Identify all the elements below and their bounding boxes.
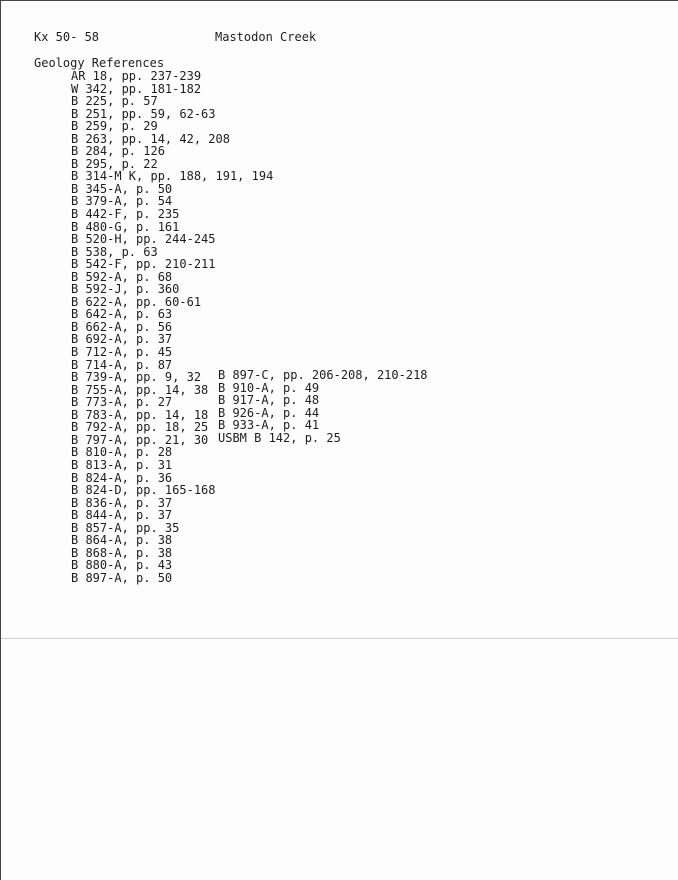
reference-entry: B 442-F, p. 235 — [71, 207, 180, 222]
reference-entry: B 792-A, pp. 18, 25 — [71, 420, 209, 435]
reference-entry: B 284, p. 126 — [71, 144, 165, 159]
card-id: Kx 50- 58 — [34, 30, 100, 44]
reference-entry: B 263, pp. 14, 42, 208 — [71, 131, 230, 146]
reference-entry: B 622-A, pp. 60-61 — [71, 294, 202, 309]
reference-entry: B 739-A, pp. 9, 32 — [71, 370, 202, 385]
reference-entry: B 783-A, pp. 14, 18 — [71, 407, 209, 422]
card-title: Mastodon Creek — [215, 30, 317, 44]
reference-entry: B 755-A, pp. 14, 38 — [71, 382, 209, 397]
reference-entry: B 844-A, p. 37 — [71, 508, 173, 523]
divider-line — [1, 638, 678, 639]
reference-entry: B 520-H, pp. 244-245 — [71, 232, 216, 247]
reference-entry: B 642-A, p. 63 — [71, 307, 173, 322]
reference-entry: B 592-J, p. 360 — [71, 282, 180, 297]
reference-entry: B 712-A, p. 45 — [71, 345, 173, 360]
reference-entry: B 314-M K, pp. 188, 191, 194 — [71, 169, 274, 184]
reference-entry: B 868-A, p. 38 — [71, 545, 173, 560]
reference-entry: B 379-A, p. 54 — [71, 194, 173, 209]
reference-entry: B 295, p. 22 — [71, 156, 158, 171]
reference-entry: B 864-A, p. 38 — [71, 533, 173, 548]
reference-entry: USBM B 142, p. 25 — [218, 430, 341, 445]
reference-entry: W 342, pp. 181-182 — [71, 81, 202, 96]
reference-entry: B 542-F, pp. 210-211 — [71, 257, 216, 272]
reference-entry: B 933-A, p. 41 — [218, 418, 320, 433]
references-right-column — [218, 369, 428, 444]
reference-entry: B 810-A, p. 28 — [71, 445, 173, 460]
reference-entry: B 824-D, pp. 165-168 — [71, 483, 216, 498]
reference-entry: B 538, p. 63 — [71, 244, 158, 259]
reference-entry: B 692-A, p. 37 — [71, 332, 173, 347]
reference-entry: B 480-G, p. 161 — [71, 219, 180, 234]
reference-entry: B 225, p. 57 — [71, 94, 158, 109]
references-left-column — [71, 70, 273, 584]
reference-entry: B 714-A, p. 87 — [71, 357, 173, 372]
reference-entry: AR 18, pp. 237-239 — [71, 69, 202, 83]
reference-entry: B 592-A, p. 68 — [71, 269, 173, 284]
reference-entry: B 797-A, pp. 21, 30 — [71, 432, 209, 447]
reference-entry: B 880-A, p. 43 — [71, 558, 173, 573]
reference-entry: B 857-A, pp. 35 — [71, 520, 180, 535]
reference-entry: B 917-A, p. 48 — [218, 393, 320, 408]
section-title: Geology References — [34, 56, 165, 70]
reference-entry: B 926-A, p. 44 — [218, 405, 320, 420]
reference-entry: B 662-A, p. 56 — [71, 319, 173, 334]
reference-entry: B 345-A, p. 50 — [71, 181, 173, 196]
reference-entry: B 773-A, p. 27 — [71, 395, 173, 410]
reference-entry: B 836-A, p. 37 — [71, 495, 173, 510]
reference-entry: B 251, pp. 59, 62-63 — [71, 106, 216, 121]
reference-entry: B 259, p. 29 — [71, 119, 158, 134]
reference-entry: B 824-A, p. 36 — [71, 470, 173, 485]
reference-entry: B 897-C, pp. 206-208, 210-218 — [218, 368, 428, 382]
reference-entry: B 910-A, p. 49 — [218, 380, 320, 395]
reference-entry: B 813-A, p. 31 — [71, 457, 173, 472]
reference-entry: B 897-A, p. 50 — [71, 570, 173, 585]
